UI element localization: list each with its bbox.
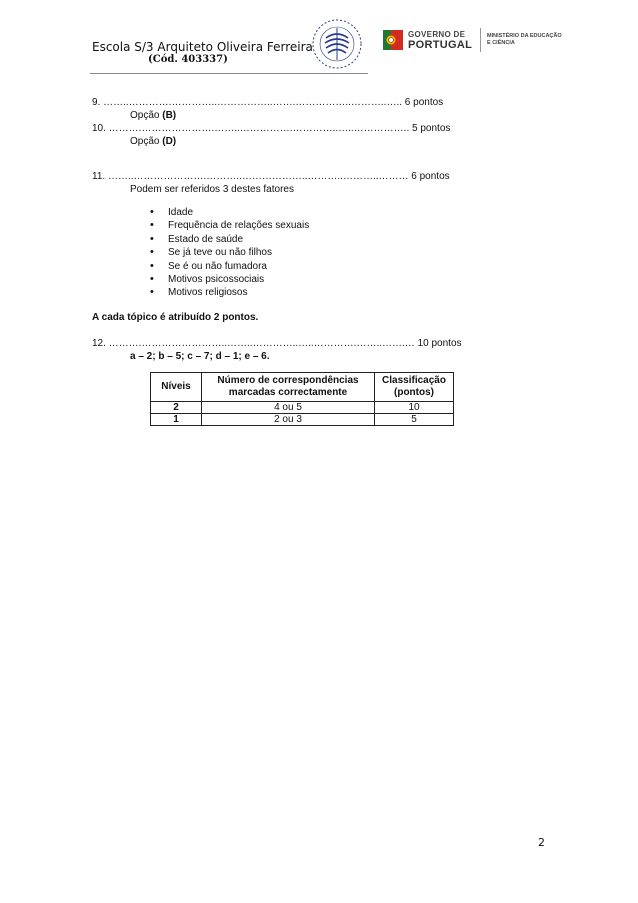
table-row [151, 414, 454, 426]
ministry-line-2: E CIÊNCIA [487, 40, 515, 46]
list-item: • Motivos religiosos [150, 286, 309, 299]
table-cell: 10 [375, 402, 454, 414]
header-rule [90, 73, 368, 74]
answer-prefix: Opção [130, 110, 163, 121]
scoring-note: A cada tópico é atribuído 2 pontos. [92, 312, 259, 323]
logo-divider [480, 28, 481, 52]
factors-list [150, 206, 309, 300]
list-item: • Se é ou não fumadora [150, 260, 309, 273]
school-crest-icon [306, 16, 368, 72]
column-header: Níveis [151, 373, 202, 402]
answer-option: (B) [162, 110, 177, 121]
gov-line-1: GOVERNO DE [408, 30, 466, 39]
question-12-line: 12. ……….……………………..……..…………..…..………….……..…….… 10 pontos [92, 338, 462, 349]
answer-prefix: Opção [130, 136, 163, 147]
question-11-intro: Podem ser referidos 3 destes fatores [130, 184, 294, 195]
list-item: • Idade [150, 206, 309, 219]
table-row [151, 402, 454, 414]
column-header: Número de correspondências marcadas correctamente [202, 373, 375, 402]
scoring-table [150, 372, 454, 426]
answer-option: (D) [162, 136, 177, 147]
table-cell: 4 ou 5 [202, 402, 375, 414]
question-9-line: 9. ……..………….…………..……………..…….……………..………..….. 6 pontos [92, 97, 444, 108]
column-header: Classificação (pontos) [375, 373, 454, 402]
list-item: • Frequência de relações sexuais [150, 219, 309, 232]
government-logo-text [408, 30, 472, 50]
table-cell: 2 ou 3 [202, 414, 375, 426]
list-item: • Se já teve ou não filhos [150, 246, 309, 259]
table-cell: 5 [375, 414, 454, 426]
table-cell: 1 [151, 414, 202, 426]
list-item: • Estado de saúde [150, 233, 309, 246]
school-code: (Cód. 403337) [148, 54, 228, 65]
answer-key: a – 2; b – 5; c – 7; d – 1; e – 6. [130, 351, 270, 362]
portugal-emblem-icon [383, 30, 403, 50]
gov-line-2: PORTUGAL [408, 39, 473, 51]
ministry-line-1: MINISTÉRIO DA EDUCAÇÃO [487, 33, 562, 39]
school-name: Escola S/3 Arquiteto Oliveira Ferreira [92, 40, 313, 54]
table-header-row [151, 373, 454, 402]
list-item: • Motivos psicossociais [150, 273, 309, 286]
ministry-text [487, 33, 562, 47]
question-10-answer [130, 136, 176, 147]
question-9-answer [130, 110, 176, 121]
question-10-line: 10. ……….………………….……..…………….…………..…..…………….. 5 pontos [92, 123, 451, 134]
question-11-line: 11. ……..………………….………..………………..………..………..……… 6 pontos [92, 171, 450, 182]
table-cell: 2 [151, 402, 202, 414]
page-number: 2 [538, 836, 545, 849]
